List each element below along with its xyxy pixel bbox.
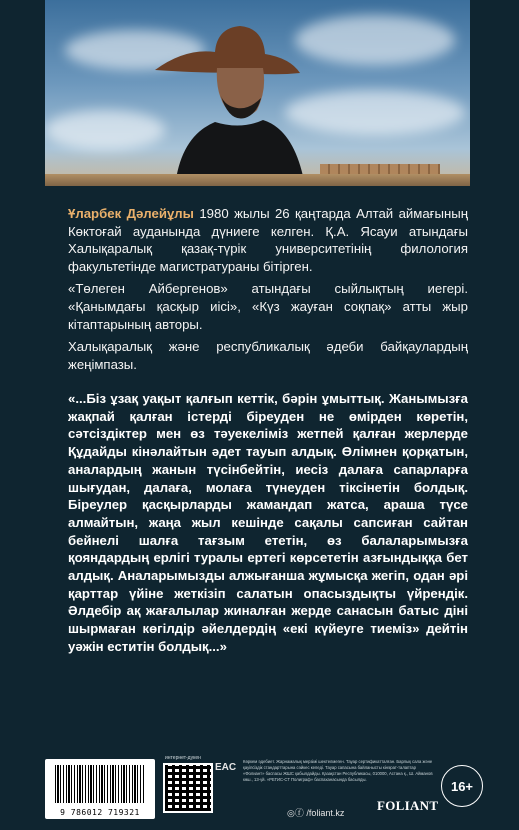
barcode-bars-icon bbox=[55, 765, 145, 803]
facebook-icon: ⓕ bbox=[294, 808, 304, 818]
eac-mark: EAC bbox=[215, 762, 237, 773]
publisher-logo: FOLIANT bbox=[377, 798, 439, 813]
author-bio bbox=[68, 205, 468, 378]
age-rating-badge: 16+ bbox=[441, 765, 483, 807]
instagram-icon: ◎ bbox=[287, 808, 295, 818]
bio-text-1: 1980 жылы 26 қаңтарда Алтай аймағының Көктоғай ауданында дүниеге келген. Қ.А. Ясауи атындағы Халықаралық қазақ-түрік университетінің филология факультетінде магистратураны бітірген. bbox=[68, 206, 468, 274]
isbn-barcode bbox=[45, 759, 155, 819]
bio-paragraph-2: «Төлеген Айбергенов» атындағы сыйлықтың иегері. «Қанымдағы қасқыр иісі», «Күз жауған соқпақ» атты жыр кітаптарының авторы. bbox=[68, 281, 468, 332]
qr-code-icon[interactable] bbox=[163, 763, 213, 813]
barcode-number: 9 786012 719321 bbox=[60, 808, 140, 817]
social-handle-text: /foliant.kz bbox=[306, 808, 345, 818]
bio-paragraph-3: Халықаралық және республикалық әдеби байқаулардың жеңімпазы. bbox=[68, 339, 468, 372]
legal-text: Көркем әдебиет. Жарнамалық мерзімі шектелмеген. Тауар сертификатталған. Барлық сала және қауіпсіздік стандарттарына сәйкес келеді. Тауар сапасына байланысты кінәрат-талаптар «Фолиант» баспасы ЖШС қабылдайды. Қазақстан Республикасы, 010000, Астана қ., Ш. Айманов көш., 13-үй. «РЕГИС-СТ Полиграф» баспаханасында басылды. bbox=[243, 759, 433, 782]
person-silhouette bbox=[145, 18, 305, 186]
qr-label: интернет-дүкен bbox=[165, 755, 201, 761]
author-photo bbox=[45, 0, 470, 186]
back-cover-footer bbox=[45, 755, 485, 825]
ground-decoration bbox=[45, 174, 470, 186]
book-excerpt: «...Біз ұзақ уақыт қалғып кеттік, бәрін ұмыттық. Жанымызға жақпай қалған істерді біреуден не өмірден көретін, сәтсіздіктер мен өз тәуекеліміз жетпей қалған жерлерде Құдайды кінәлайтын әдет тауып алдық. Өлімнен қорқатын, аналардың жанын түсінбейтін, иесіз далаға сапарларға шығудан, далаға, молаға түнеуден тіксінетін болдық. Біреулер қасқырларды жамандап жатса, араша түсе алмайтын, жаңа жыл кешінде сақалы сапсиған сайтан бейнелі шалға тағзым ететін, өз балаларымызға қояндардың ерлігі туралы ертегі көрсететін азғындыққа бет алдық. Аналарымызды алжығанша жұмысқа жегіп, одан әрі қарттар үйіне жеткізіп салатын опасыздықты үйрендік. Әлдебір ақ жағалылар жиналған жерде санасын батыс діні шырмаған көгілдір әйелдердің «екі күйеуге тиеміз» дейтін уәжін еститін болдық...» bbox=[68, 391, 468, 654]
author-name: Ұларбек Дәлейұлы bbox=[68, 206, 194, 221]
social-handle[interactable] bbox=[287, 806, 344, 819]
bio-paragraph-1 bbox=[68, 205, 468, 275]
